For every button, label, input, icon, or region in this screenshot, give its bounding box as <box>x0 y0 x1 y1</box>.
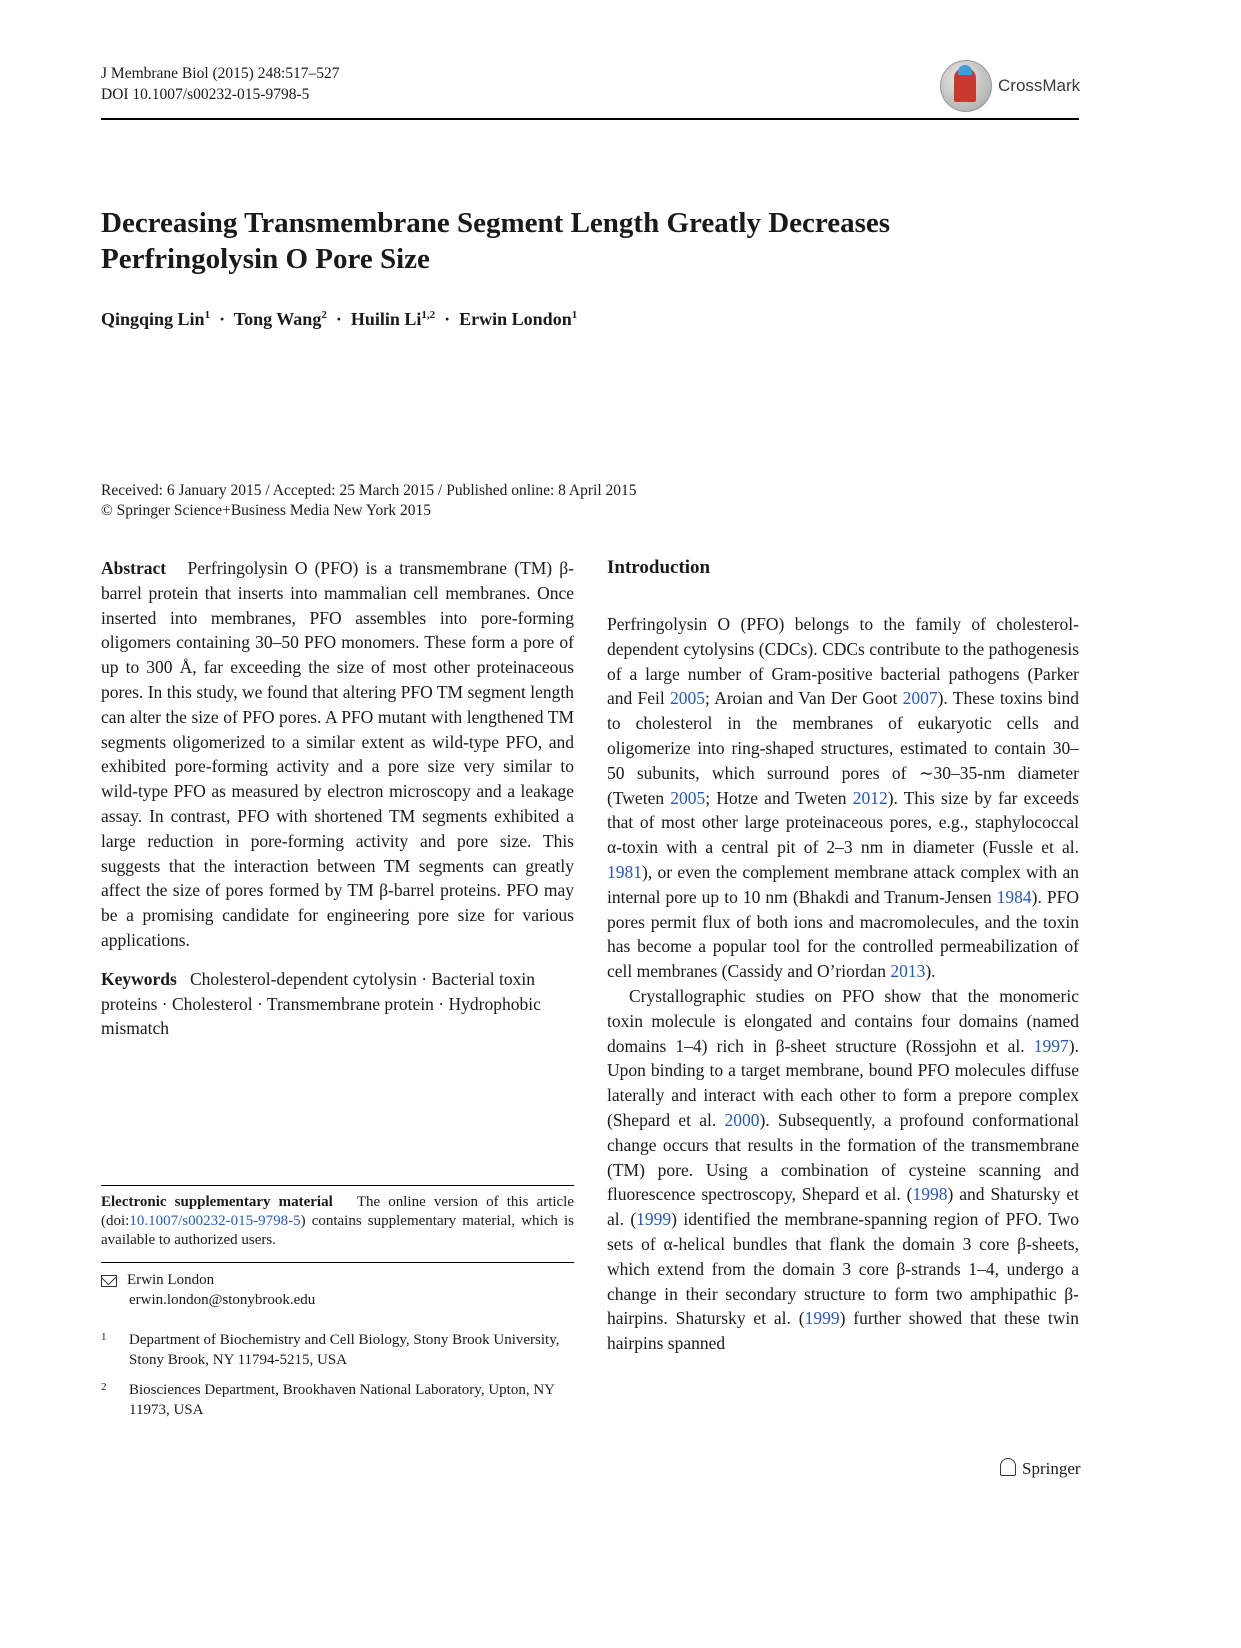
affiliation-1 <box>101 1330 574 1370</box>
author-separator: · <box>214 309 230 329</box>
author-separator: · <box>439 309 455 329</box>
footnote-rule-2 <box>101 1262 574 1263</box>
journal-line: J Membrane Biol (2015) 248:517–527 <box>101 65 340 82</box>
corresponding-author <box>101 1270 574 1310</box>
contact-name: Erwin London <box>127 1272 215 1288</box>
affiliation-text: Biosciences Department, Brookhaven National Laboratory, Upton, NY 11973, USA <box>129 1382 555 1418</box>
esm-text-pre: The online version of this article (doi: <box>101 1194 575 1229</box>
footnote-rule <box>101 1185 574 1186</box>
author-affil-mark: 1,2 <box>421 309 436 321</box>
abstract-text: Perfringolysin O (PFO) is a transmembrane (TM) β-barrel protein that inserts into mammalian cell membranes. Once inserted into membranes, PFO assembles into pore-forming oligomers containing 30–50 PFO monomers. These form a pore of up to 300 Å, far exceeding the size of most other proteinaceous pores. In this study, we found that altering PFO TM segment length can alter the size of PFO pores. A PFO mutant with lengthened TM segments oligomerized to a similar extent as wild-type PFO, and exhibited pore-forming activity and a pore size very similar to wild-type PFO as measured by electron microscopy and a leakage assay. In contrast, PFO with shortened TM segments exhibited a large reduction in pore-forming activity and pore size. This suggests that the interaction between TM segments can greatly affect the size of pores formed by TM β-barrel proteins. PFO may be a promising candidate for engineering pore size for various applications. <box>101 558 574 950</box>
publication-history <box>101 481 637 521</box>
journal-citation <box>101 63 340 105</box>
citation-link[interactable]: 1981 <box>607 861 642 882</box>
citation-link[interactable]: 1998 <box>912 1184 948 1205</box>
author-name: Huilin Li <box>350 309 422 329</box>
author-affil-mark: 1 <box>571 309 578 321</box>
section-heading-introduction: Introduction <box>607 557 711 578</box>
keywords-text: Cholesterol-dependent cytolysin · Bacterial toxin proteins · Cholesterol · Transmembrane protein · Hydrophobic mismatch <box>101 968 541 1039</box>
right-column <box>607 556 1079 1356</box>
affiliation-text: Department of Biochemistry and Cell Biology, Stony Brook University, Stony Brook, NY 11794-5215, USA <box>129 1332 560 1368</box>
citation-link[interactable]: 1997 <box>1033 1035 1069 1056</box>
citation-link[interactable]: 1999 <box>636 1209 672 1230</box>
citation-link[interactable]: 2005 <box>670 787 706 808</box>
header-rule <box>101 118 1079 120</box>
abstract-label: Abstract <box>101 558 167 578</box>
publisher-logo <box>1000 1458 1081 1479</box>
crossmark-label: CrossMark <box>998 76 1081 95</box>
citation-link[interactable]: 1999 <box>804 1308 840 1329</box>
esm-doi-link[interactable]: 10.1007/s00232-015-9798-5 <box>129 1213 301 1229</box>
citation-link[interactable]: 2000 <box>724 1109 760 1130</box>
citation-link[interactable]: 2012 <box>852 787 888 808</box>
citation-link[interactable]: 2013 <box>890 961 926 982</box>
received-dates: Received: 6 January 2015 / Accepted: 25 March 2015 / Published online: 8 April 2015 <box>101 482 637 499</box>
author-separator: · <box>331 309 347 329</box>
citation-link[interactable]: 1984 <box>996 886 1032 907</box>
left-column <box>101 556 574 1055</box>
paper-title <box>101 205 1081 277</box>
affiliation-2 <box>101 1380 574 1420</box>
author-affil-mark: 1 <box>204 309 211 321</box>
doi-line: DOI 10.1007/s00232-015-9798-5 <box>101 86 310 103</box>
intro-paragraph-2: Crystallographic studies on PFO show that the monomeric toxin molecule is elongated and contains four domains (named domains 1–4) rich in β-sheet structure (Rossjohn et al. 1997). Upon binding to a target membrane, bound PFO molecules diffuse laterally and interact with each other to form a prepore complex (Shepard et al. 2000). Subsequently, a profound conformational change occurs that results in the formation of the transmembrane (TM) pore. Using a combination of cysteine scanning and fluorescence spectroscopy, Shepard et al. (1998) and Shatursky et al. (1999) identified the membrane-spanning region of PFO. Two sets of α-helical bundles that flank the domain 3 core β-sheets, which extend from the domain 3 core β-strands 1–4, undergo a change in their secondary structure to form two amphipathic β-hairpins. Shatursky et al. (1999) further showed that these twin hairpins spanned <box>607 985 1079 1354</box>
esm-text-post: ) contains supplementary material, which is available to authorized users. <box>101 1213 574 1248</box>
abstract <box>101 556 574 953</box>
envelope-icon <box>101 1275 117 1287</box>
crossmark-ribbon-top-icon <box>958 65 972 75</box>
copyright: © Springer Science+Business Media New York 2015 <box>101 502 432 519</box>
crossmark-badge[interactable] <box>940 60 1082 112</box>
author-name: Qingqing Lin <box>101 309 205 329</box>
esm-label: Electronic supplementary material <box>101 1194 333 1210</box>
keywords-label: Keywords <box>101 968 177 989</box>
title-line-1: Decreasing Transmembrane Segment Length Greatly Decreases <box>101 207 891 239</box>
intro-paragraph-1: Perfringolysin O (PFO) belongs to the family of cholesterol-dependent cytolysins (CDCs). CDCs contribute to the pathogenesis of a large number of Gram-positive bacterial pathogens (Parker and Feil 2005; Aroian and Van Der Goot 2007). These toxins bind to cholesterol in the membranes of eukaryotic cells and oligomerize into ring-shaped structures, estimated to contain 30–50 subunits, which surround pores of ∼30–35-nm diameter (Tweten 2005; Hotze and Tweten 2012). This size by far exceeds that of most other large proteinaceous pores, e.g., staphylococcal α-toxin with a central pit of 2–3 nm in diameter (Fussle et al. 1981), or even the complement membrane attack complex with an internal pore up to 10 nm (Bhakdi and Tranum-Jensen 1984). PFO pores permit flux of both ions and macromolecules, and the toxin has become a popular tool for the controlled permeabilization of cell membranes (Cassidy and O’riordan 2013). <box>607 614 1079 982</box>
author-name: Tong Wang <box>233 309 322 329</box>
springer-horse-icon <box>1000 1458 1016 1476</box>
author-list <box>101 309 577 330</box>
author-name: Erwin London <box>459 309 572 329</box>
keywords <box>101 967 574 1041</box>
supplementary-note <box>101 1193 574 1250</box>
affiliation-number: 2 <box>101 1381 107 1393</box>
author-affil-mark: 2 <box>321 309 327 321</box>
affiliation-number: 1 <box>101 1331 107 1343</box>
publisher-name: Springer <box>1022 1459 1081 1478</box>
citation-link[interactable]: 2005 <box>670 688 706 709</box>
contact-email[interactable]: erwin.london@stonybrook.edu <box>129 1292 316 1308</box>
citation-link[interactable]: 2007 <box>902 688 938 709</box>
title-line-2: Perfringolysin O Pore Size <box>101 243 430 275</box>
